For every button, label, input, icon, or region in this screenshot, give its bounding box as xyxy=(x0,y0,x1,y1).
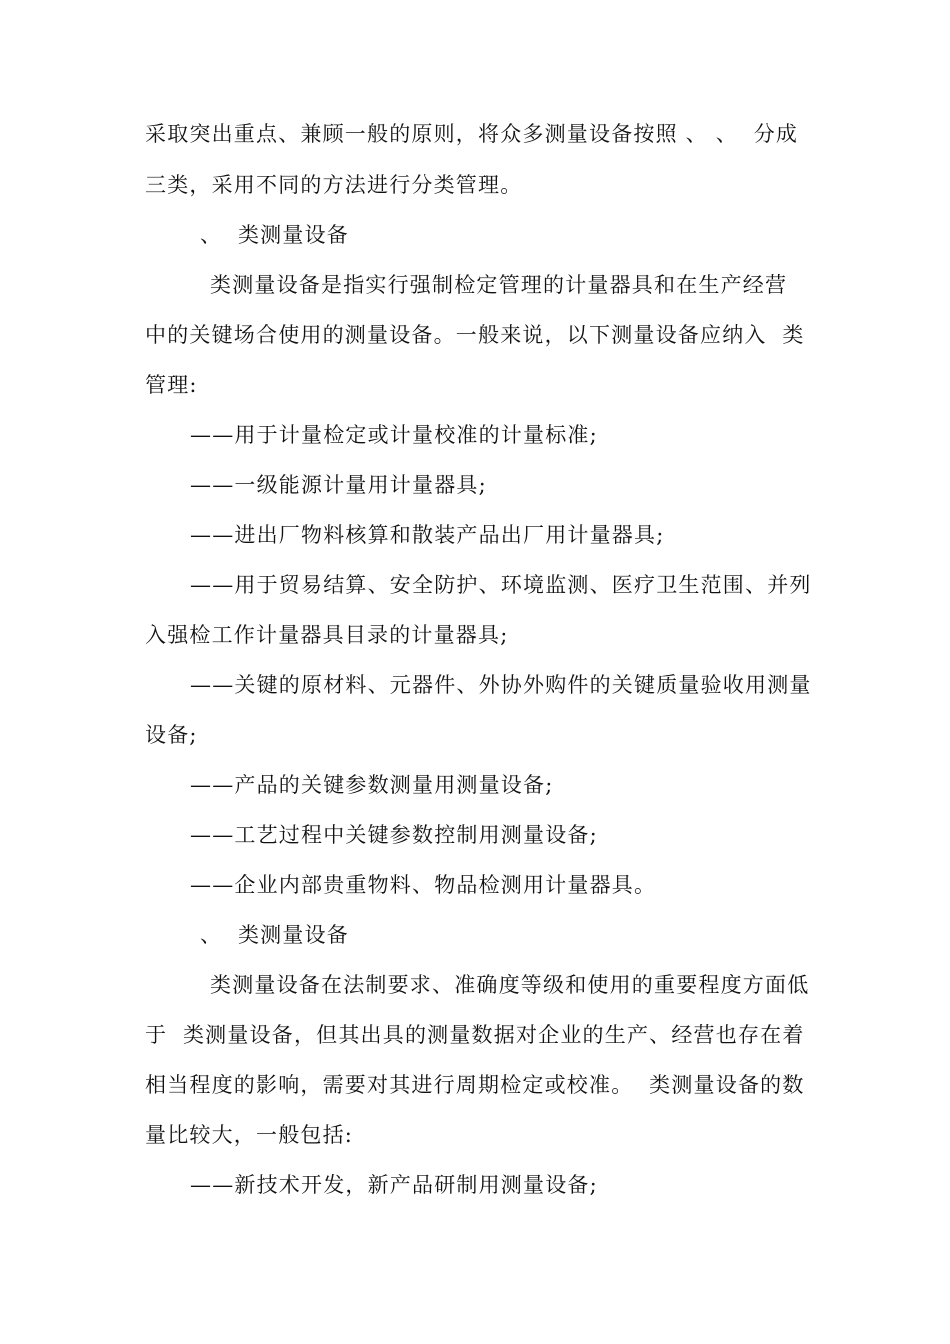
paragraph-line: 类测量设备在法制要求、准确度等级和使用的重要程度方面低 xyxy=(210,973,810,997)
paragraph-line: 采取突出重点、兼顾一般的原则，将众多测量设备按照 、 、 分成 xyxy=(145,122,799,146)
paragraph-line: 管理: xyxy=(145,373,198,397)
paragraph-line: 三类，采用不同的方法进行分类管理。 xyxy=(145,173,523,197)
list-item: ——用于计量检定或计量校准的计量标准; xyxy=(190,423,598,447)
list-item: ——企业内部贵重物料、物品检测用计量器具。 xyxy=(190,873,657,897)
list-item-continuation: 入强检工作计量器具目录的计量器具; xyxy=(145,623,509,647)
section-heading: 、 类测量设备 xyxy=(200,223,349,247)
list-item: ——工艺过程中关键参数控制用测量设备; xyxy=(190,823,598,847)
paragraph-line: 于 类测量设备，但其出具的测量数据对企业的生产、经营也存在着 xyxy=(145,1023,805,1047)
paragraph-line: 量比较大，一般包括: xyxy=(145,1123,354,1147)
list-item: ——关键的原材料、元器件、外协外购件的关键质量验收用测量 xyxy=(190,673,812,697)
list-item: ——新技术开发，新产品研制用测量设备; xyxy=(190,1173,598,1197)
list-item: ——用于贸易结算、安全防护、环境监测、医疗卫生范围、并列 xyxy=(190,573,812,597)
paragraph-line: 类测量设备是指实行强制检定管理的计量器具和在生产经营 xyxy=(210,273,788,297)
section-heading: 、 类测量设备 xyxy=(200,923,349,947)
paragraph-line: 中的关键场合使用的测量设备。一般来说，以下测量设备应纳入 类 xyxy=(145,323,805,347)
list-item: ——进出厂物料核算和散装产品出厂用计量器具; xyxy=(190,523,665,547)
list-item: ——产品的关键参数测量用测量设备; xyxy=(190,773,554,797)
list-item: ——一级能源计量用计量器具; xyxy=(190,473,487,497)
list-item-continuation: 设备; xyxy=(145,723,198,747)
paragraph-line: 相当程度的影响，需要对其进行周期检定或校准。 类测量设备的数 xyxy=(145,1073,805,1097)
